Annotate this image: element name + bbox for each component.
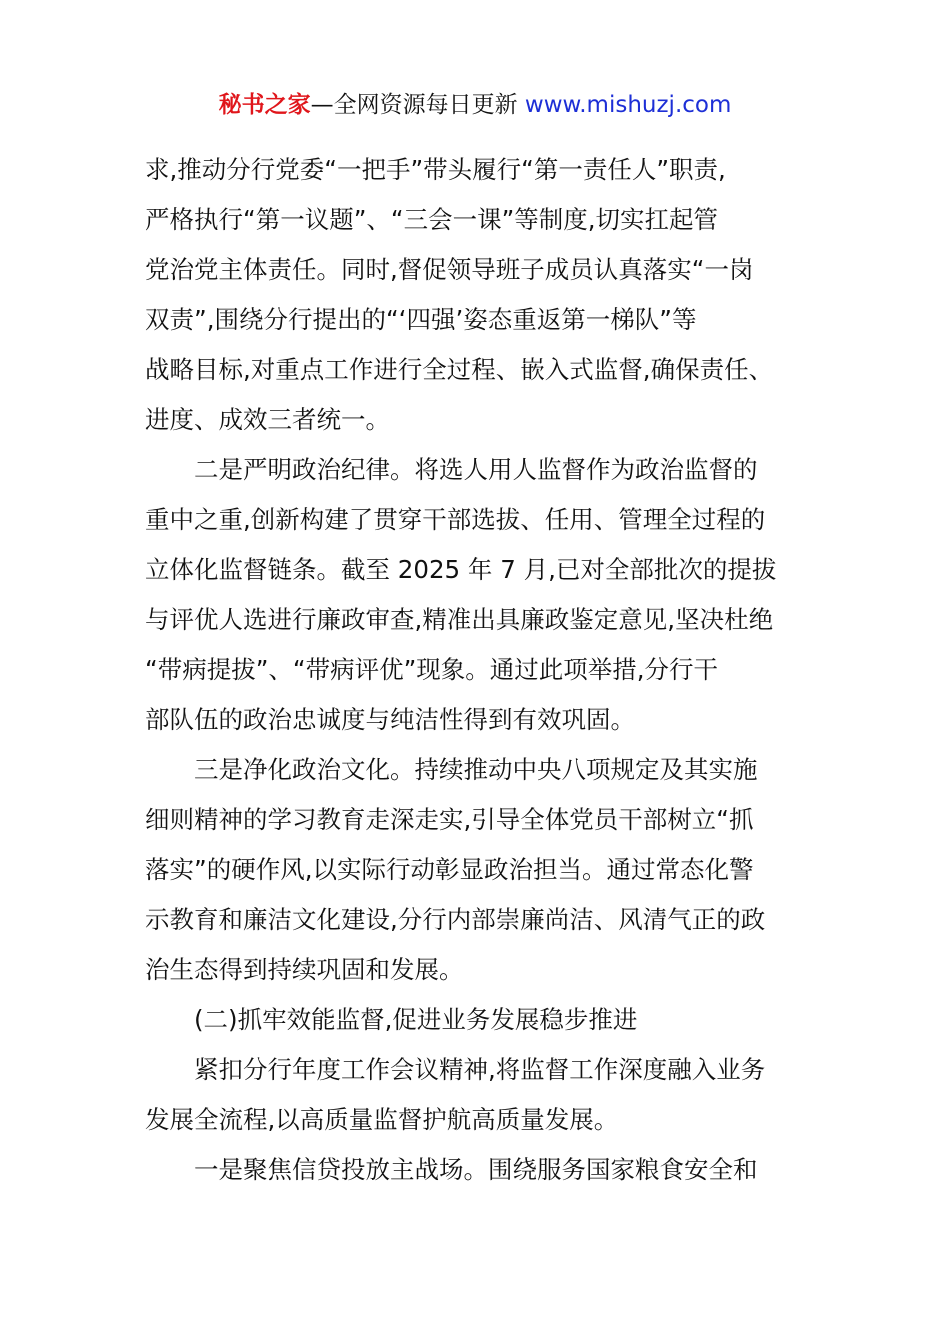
page-header xyxy=(0,88,950,122)
header-separator: — xyxy=(310,92,334,118)
text-line: 双责”,围绕分行提出的“‘四强’姿态重返第一梯队”等 xyxy=(145,305,697,334)
text-line: 治生态得到持续巩固和发展。 xyxy=(145,955,464,984)
text-line: 示教育和廉洁文化建设,分行内部崇廉尚洁、风清气正的政 xyxy=(145,905,766,934)
text-line: 落实”的硬作风,以实际行动彰显政治担当。通过常态化警 xyxy=(145,855,754,884)
text-line: 一是聚焦信贷投放主战场。围绕服务国家粮食安全和 xyxy=(194,1155,758,1184)
text-line: 部队伍的政治忠诚度与纯洁性得到有效巩固。 xyxy=(145,705,635,734)
text-line: 细则精神的学习教育走深走实,引导全体党员干部树立“抓 xyxy=(145,805,754,834)
text-line: 求,推动分行党委“一把手”带头履行“第一责任人”职责, xyxy=(145,155,726,184)
header-brand: 秘书之家 xyxy=(218,92,311,118)
header-tagline: 全网资源每日更新 xyxy=(333,92,518,118)
text-line: 战略目标,对重点工作进行全过程、嵌入式监督,确保责任、 xyxy=(145,355,774,384)
body-text xyxy=(145,145,810,1195)
text-line: 紧扣分行年度工作会议精神,将监督工作深度融入业务 xyxy=(194,1055,766,1084)
header-url-link[interactable]: www.mishuzj.com xyxy=(524,92,732,118)
text-line: 发展全流程,以高质量监督护航高质量发展。 xyxy=(145,1105,619,1134)
text-line: “带病提拔”、“带病评优”现象。通过此项举措,分行干 xyxy=(145,655,719,684)
text-line: 严格执行“第一议题”、“三会一课”等制度,切实扛起管 xyxy=(145,205,719,234)
text-line: 二是严明政治纪律。将选人用人监督作为政治监督的 xyxy=(194,455,758,484)
text-line: 立体化监督链条。截至 2025 年 7 月,已对全部批次的提拔 xyxy=(145,555,777,584)
text-line: 与评优人选进行廉政审查,精准出具廉政鉴定意见,坚决杜绝 xyxy=(145,605,774,634)
text-line: 党治党主体责任。同时,督促领导班子成员认真落实“一岗 xyxy=(145,255,754,284)
text-line: 三是净化政治文化。持续推动中央八项规定及其实施 xyxy=(194,755,758,784)
text-line: (二)抓牢效能监督,促进业务发展稳步推进 xyxy=(194,1005,638,1034)
text-line: 重中之重,创新构建了贯穿干部选拔、任用、管理全过程的 xyxy=(145,505,766,534)
text-line: 进度、成效三者统一。 xyxy=(145,405,390,434)
